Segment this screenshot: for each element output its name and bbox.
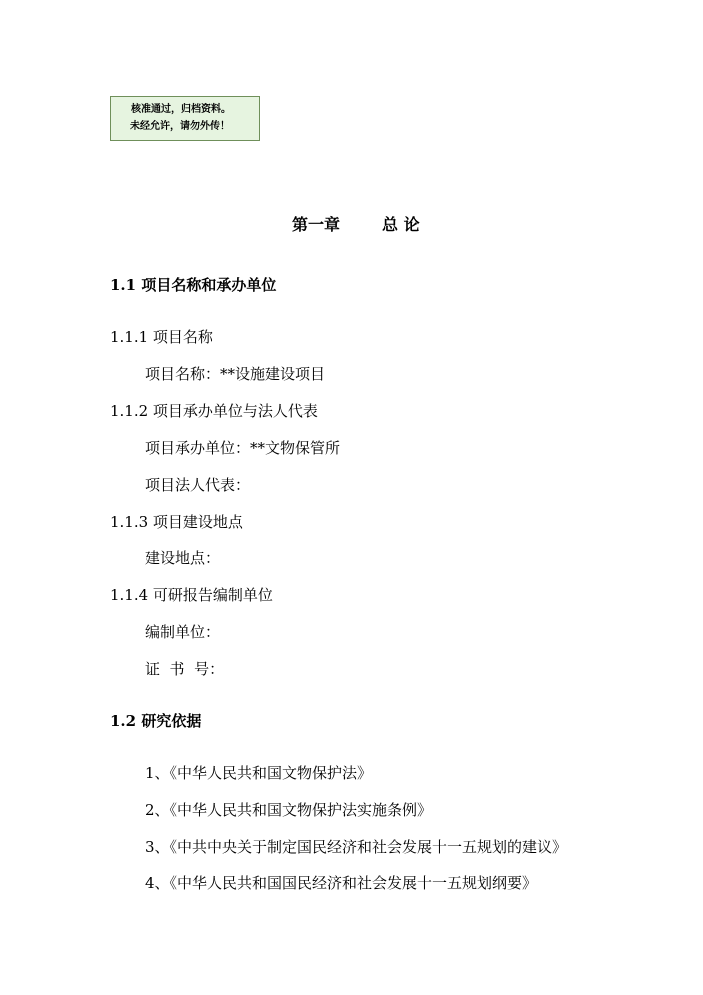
subsection-heading-1-1-1: 1.1.1 项目名称 bbox=[110, 328, 213, 346]
subsection-heading-1-1-2: 1.1.2 项目承办单位与法人代表 bbox=[110, 402, 318, 420]
subsection-heading-1-1-3: 1.1.3 项目建设地点 bbox=[110, 513, 243, 531]
certificate-number-line: 证 书 号： bbox=[145, 660, 225, 678]
basis-item: 3、《中共中央关于制定国民经济和社会发展十一五规划的建议》 bbox=[145, 838, 568, 856]
stamp-line-1: 核准通过，归档资料。 bbox=[131, 104, 231, 115]
section-heading-1-2: 1.2 研究依据 bbox=[110, 712, 202, 730]
basis-item: 4、《中华人民共和国国民经济和社会发展十一五规划纲要》 bbox=[145, 874, 538, 892]
chapter-number: 第一章 bbox=[292, 215, 341, 234]
compiler-unit-line: 编制单位： bbox=[145, 623, 221, 641]
basis-item: 2、《中华人民共和国文物保护法实施条例》 bbox=[145, 801, 433, 819]
construction-site-line: 建设地点： bbox=[145, 549, 221, 567]
subsection-heading-1-1-4: 1.1.4 可研报告编制单位 bbox=[110, 586, 273, 604]
chapter-name: 总 论 bbox=[382, 215, 420, 234]
project-name-line: 项目名称：**设施建设项目 bbox=[145, 365, 326, 383]
project-organizer-line: 项目承办单位：**文物保管所 bbox=[145, 439, 341, 457]
basis-item: 1、《中华人民共和国文物保护法》 bbox=[145, 764, 373, 782]
section-heading-1-1: 1.1 项目名称和承办单位 bbox=[110, 276, 277, 294]
approval-stamp bbox=[110, 96, 260, 141]
stamp-line-2: 未经允许，请勿外传！ bbox=[130, 121, 230, 132]
legal-representative-line: 项目法人代表： bbox=[145, 476, 251, 494]
chapter-title bbox=[292, 216, 420, 234]
